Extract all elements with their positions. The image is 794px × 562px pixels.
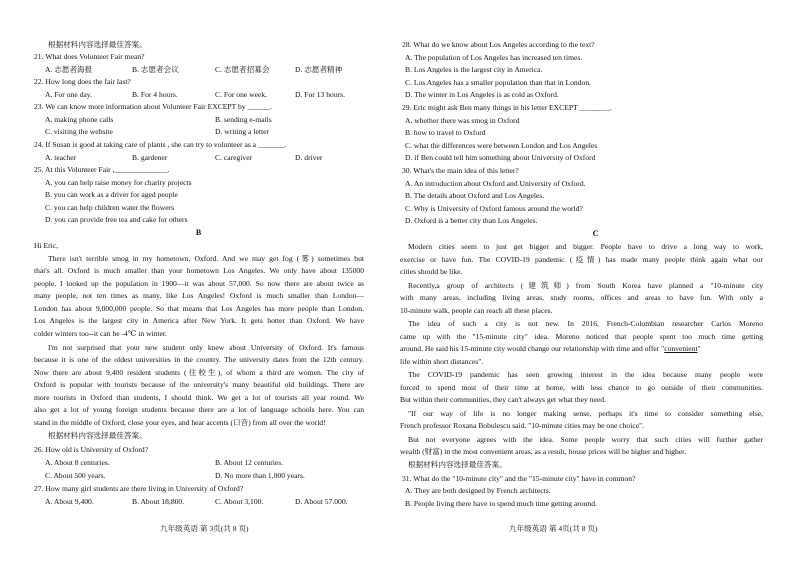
option: C. what the differences were between London and Los Angeles [405, 141, 598, 150]
option: C. 志愿者招募会 [215, 65, 270, 74]
option: D. if Ben could tell him something about University of Oxford [405, 153, 596, 162]
question-22: 22. How long does the fair last? [34, 77, 131, 86]
option: A. whether there was smog in Oxford [405, 116, 520, 125]
passage-line: wealth (财富) in the most convenient areas, as a result, house prices will be higher and higher. [400, 447, 687, 456]
passage-line: "If our way of life is no longer making sense, perhaps it's time to consider something else, [408, 409, 763, 418]
option: A. An introduction about Oxford and University of Oxford. [405, 179, 586, 188]
option: D. you can provide free tea and cake for others [45, 215, 188, 224]
passage-line: Now there are about 9,400 resident students (住校生), of whom a third are women. The city of [34, 368, 364, 377]
passage-line [400, 344, 701, 354]
option: C. caregiver [215, 153, 253, 162]
option: D. For 13 hours. [295, 90, 345, 99]
question-27: 27. How many girl students are there living in University of Oxford? [34, 484, 244, 493]
option: D. writing a letter [215, 127, 269, 136]
question-21: 21. What does Volunteer Fair mean? [34, 52, 145, 61]
passage-line: French professor Roxana Bobulescu said. "10-minute cities may be one choice". [400, 421, 645, 430]
question-23: 23. We can know more information about Volunteer Fair EXCEPT by ______. [34, 102, 273, 111]
passage-line: forced to spend most of their time at home, with less chance to go outside of their communities. [400, 383, 763, 392]
question-29: 29. Eric might ask Ben many things in his letter EXCEPT ________. [402, 103, 612, 112]
option: C. Los Angeles has a smaller population than that in London. [405, 78, 592, 87]
option: A. About 8 centuries. [45, 458, 110, 467]
underlined-word: convenient [664, 344, 698, 353]
passage-line: many people, not ten times as many, like Los Angeles! Oxford is much smaller than London— [34, 291, 364, 300]
option: B. sending e-mails [215, 115, 272, 124]
option: C. About 500 years. [45, 471, 106, 480]
question-28: 28. What do we know about Los Angeles according to the text? [402, 40, 595, 49]
option: B. you can work as a driver for aged people [45, 190, 178, 199]
section-heading: B [195, 228, 202, 237]
passage-line: Recently,a group of architects (建筑师) from South Korea have planned a "10-minute city [408, 281, 763, 290]
passage-line: But within their communities, they can't always get what they need. [400, 395, 606, 404]
option: D. The winter in Los Angeles is as cold as Oxford. [405, 90, 559, 99]
option: B. 志愿者会议 [132, 65, 179, 74]
section-heading: C [592, 229, 599, 238]
passage-text: around. He said his 15-minute city would change our relationship with time and offer " [400, 344, 665, 353]
option: C. you can help children water the flowers [45, 203, 175, 212]
question-25: 25. At this Volunteer Fair ,______________. [34, 165, 170, 174]
option: D. About 57.000. [295, 497, 348, 506]
right-page [397, 0, 794, 562]
option: D. 志愿者精神 [295, 65, 343, 74]
option: C. About 3,100. [215, 497, 264, 506]
question-26: 26. How old is University of Oxford? [34, 445, 149, 454]
option: C. Why is University of Oxford famous around the world? [405, 204, 583, 213]
option: B. how to travel to Oxford [405, 128, 486, 137]
passage-line: with many areas, including living areas, study rooms, offices and areas to have fun. With only a [400, 293, 763, 302]
option: B. gardener [132, 153, 168, 162]
option: D. Oxford is a better city than Los Angeles. [405, 216, 538, 225]
passage-line: But not everyone agrees with the idea. Some people worry that such cities will further gather [408, 435, 763, 444]
page-footer: 九年级英语 第 4页(共 8 页) [509, 524, 598, 533]
passage-line: life within short distances". [400, 357, 484, 366]
option: A. 志愿者海报 [45, 65, 93, 74]
option: B. For 4 hours. [132, 90, 178, 99]
passage-line: exercise or have fun. The COVID-19 pandemic (疫情) has made many people think again what our [400, 255, 763, 264]
passage-text: " [697, 344, 701, 353]
passage-line: because it is one of the oldest universities in the country. The university dates from the 12th century. [34, 355, 364, 364]
option: B. About 18,800. [132, 497, 185, 506]
page-footer: 九年级英语 第 3页(共 8 页) [160, 524, 249, 533]
instruction: 根据材料内容选择最佳答案。 [408, 460, 507, 469]
option: A. teacher [45, 153, 77, 162]
option: B. About 12 centuries. [215, 458, 284, 467]
passage-line: The idea of such a city is not new. In 2016, French-Colombian researcher Carlos Moreno [408, 319, 763, 328]
option: C. For one week. [215, 90, 268, 99]
passage-line: I'm not surprised that your new student only knew about University of Oxford. It's famous [48, 343, 364, 352]
question-31: 31. What do the "10-minute city" and the "15-minute city" have in common? [402, 474, 636, 483]
option: D. No more than 1,000 years. [215, 471, 305, 480]
passage-line: Modern cities seem to just get bigger and bigger. People have to drive a long way to work, [408, 242, 763, 251]
passage-line: colder winters too--it can be -4℃ in winter. [34, 329, 167, 338]
passage-line: that's all. Oxford is much smaller than your hometown Los Angeles. We only have about 135000 [34, 266, 364, 275]
option: A. The population of Los Angeles has increased ten times. [405, 53, 583, 62]
passage-line: came up with the "15-minute city" idea. Moreno noticed that people spent too much time getting [400, 332, 763, 341]
option: B. Los Angeles is the largest city in America. [405, 65, 543, 74]
option: D. driver [295, 153, 323, 162]
passage-line: 10-minute walk, people can reach all these places. [400, 306, 553, 315]
passage-line: Los Angeles is the largest city in America after New York. It gets hotter than Oxford. We have [34, 316, 364, 325]
passage-line: London has about 9,000,000 people. So that means that Los Angeles has more people than London. [34, 304, 364, 313]
option: A. They are both designed by French architects. [405, 486, 551, 495]
question-30: 30. What's the main idea of this letter? [402, 166, 519, 175]
passage-line: also get a lot of young foreign students because there are a lot of language schools here. You can [34, 405, 364, 414]
passage-line: stand in the middle of Oxford, close your eyes, and hear accents (口音) from all over the world! [34, 418, 326, 427]
instruction: 根据材料内容选择最佳答案。 [48, 40, 147, 49]
passage-line: There isn't terrible smog in my hometown, Oxford. And we may get fog (雾) sometimes but [48, 254, 364, 263]
option: A. you can help raise money for charity projects [45, 178, 192, 187]
option: B. The details about Oxford and Los Angeles. [405, 191, 545, 200]
option: B. People living there have to spend much time getting around. [405, 499, 597, 508]
option: A. For one day. [45, 90, 92, 99]
passage-line: Oxford is popular with tourists because of the university's many beautiful old buildings. There are [34, 380, 364, 389]
option: A. making phone calls [45, 115, 114, 124]
passage-line: more tourists in Oxford than students, I should think. We get a lot of tourists all year round. We [34, 393, 364, 402]
greeting: Hi Eric, [34, 241, 59, 250]
passage-line: cities should be like. [400, 267, 463, 276]
instruction: 根据材料内容选择最佳答案。 [48, 431, 147, 440]
passage-line: people. I looked up the population in 1900—it was about 57,000. So now there are about twice as [34, 279, 364, 288]
option: C. visiting the website [45, 127, 113, 136]
passage-line: The COVID-19 pandemic has seen growing interest in the idea because many people were [408, 370, 763, 379]
option: A. About 9,400. [45, 497, 94, 506]
question-24: 24. If Susan is good at taking care of plants , she can try to volunteer as a _______. [34, 140, 287, 149]
